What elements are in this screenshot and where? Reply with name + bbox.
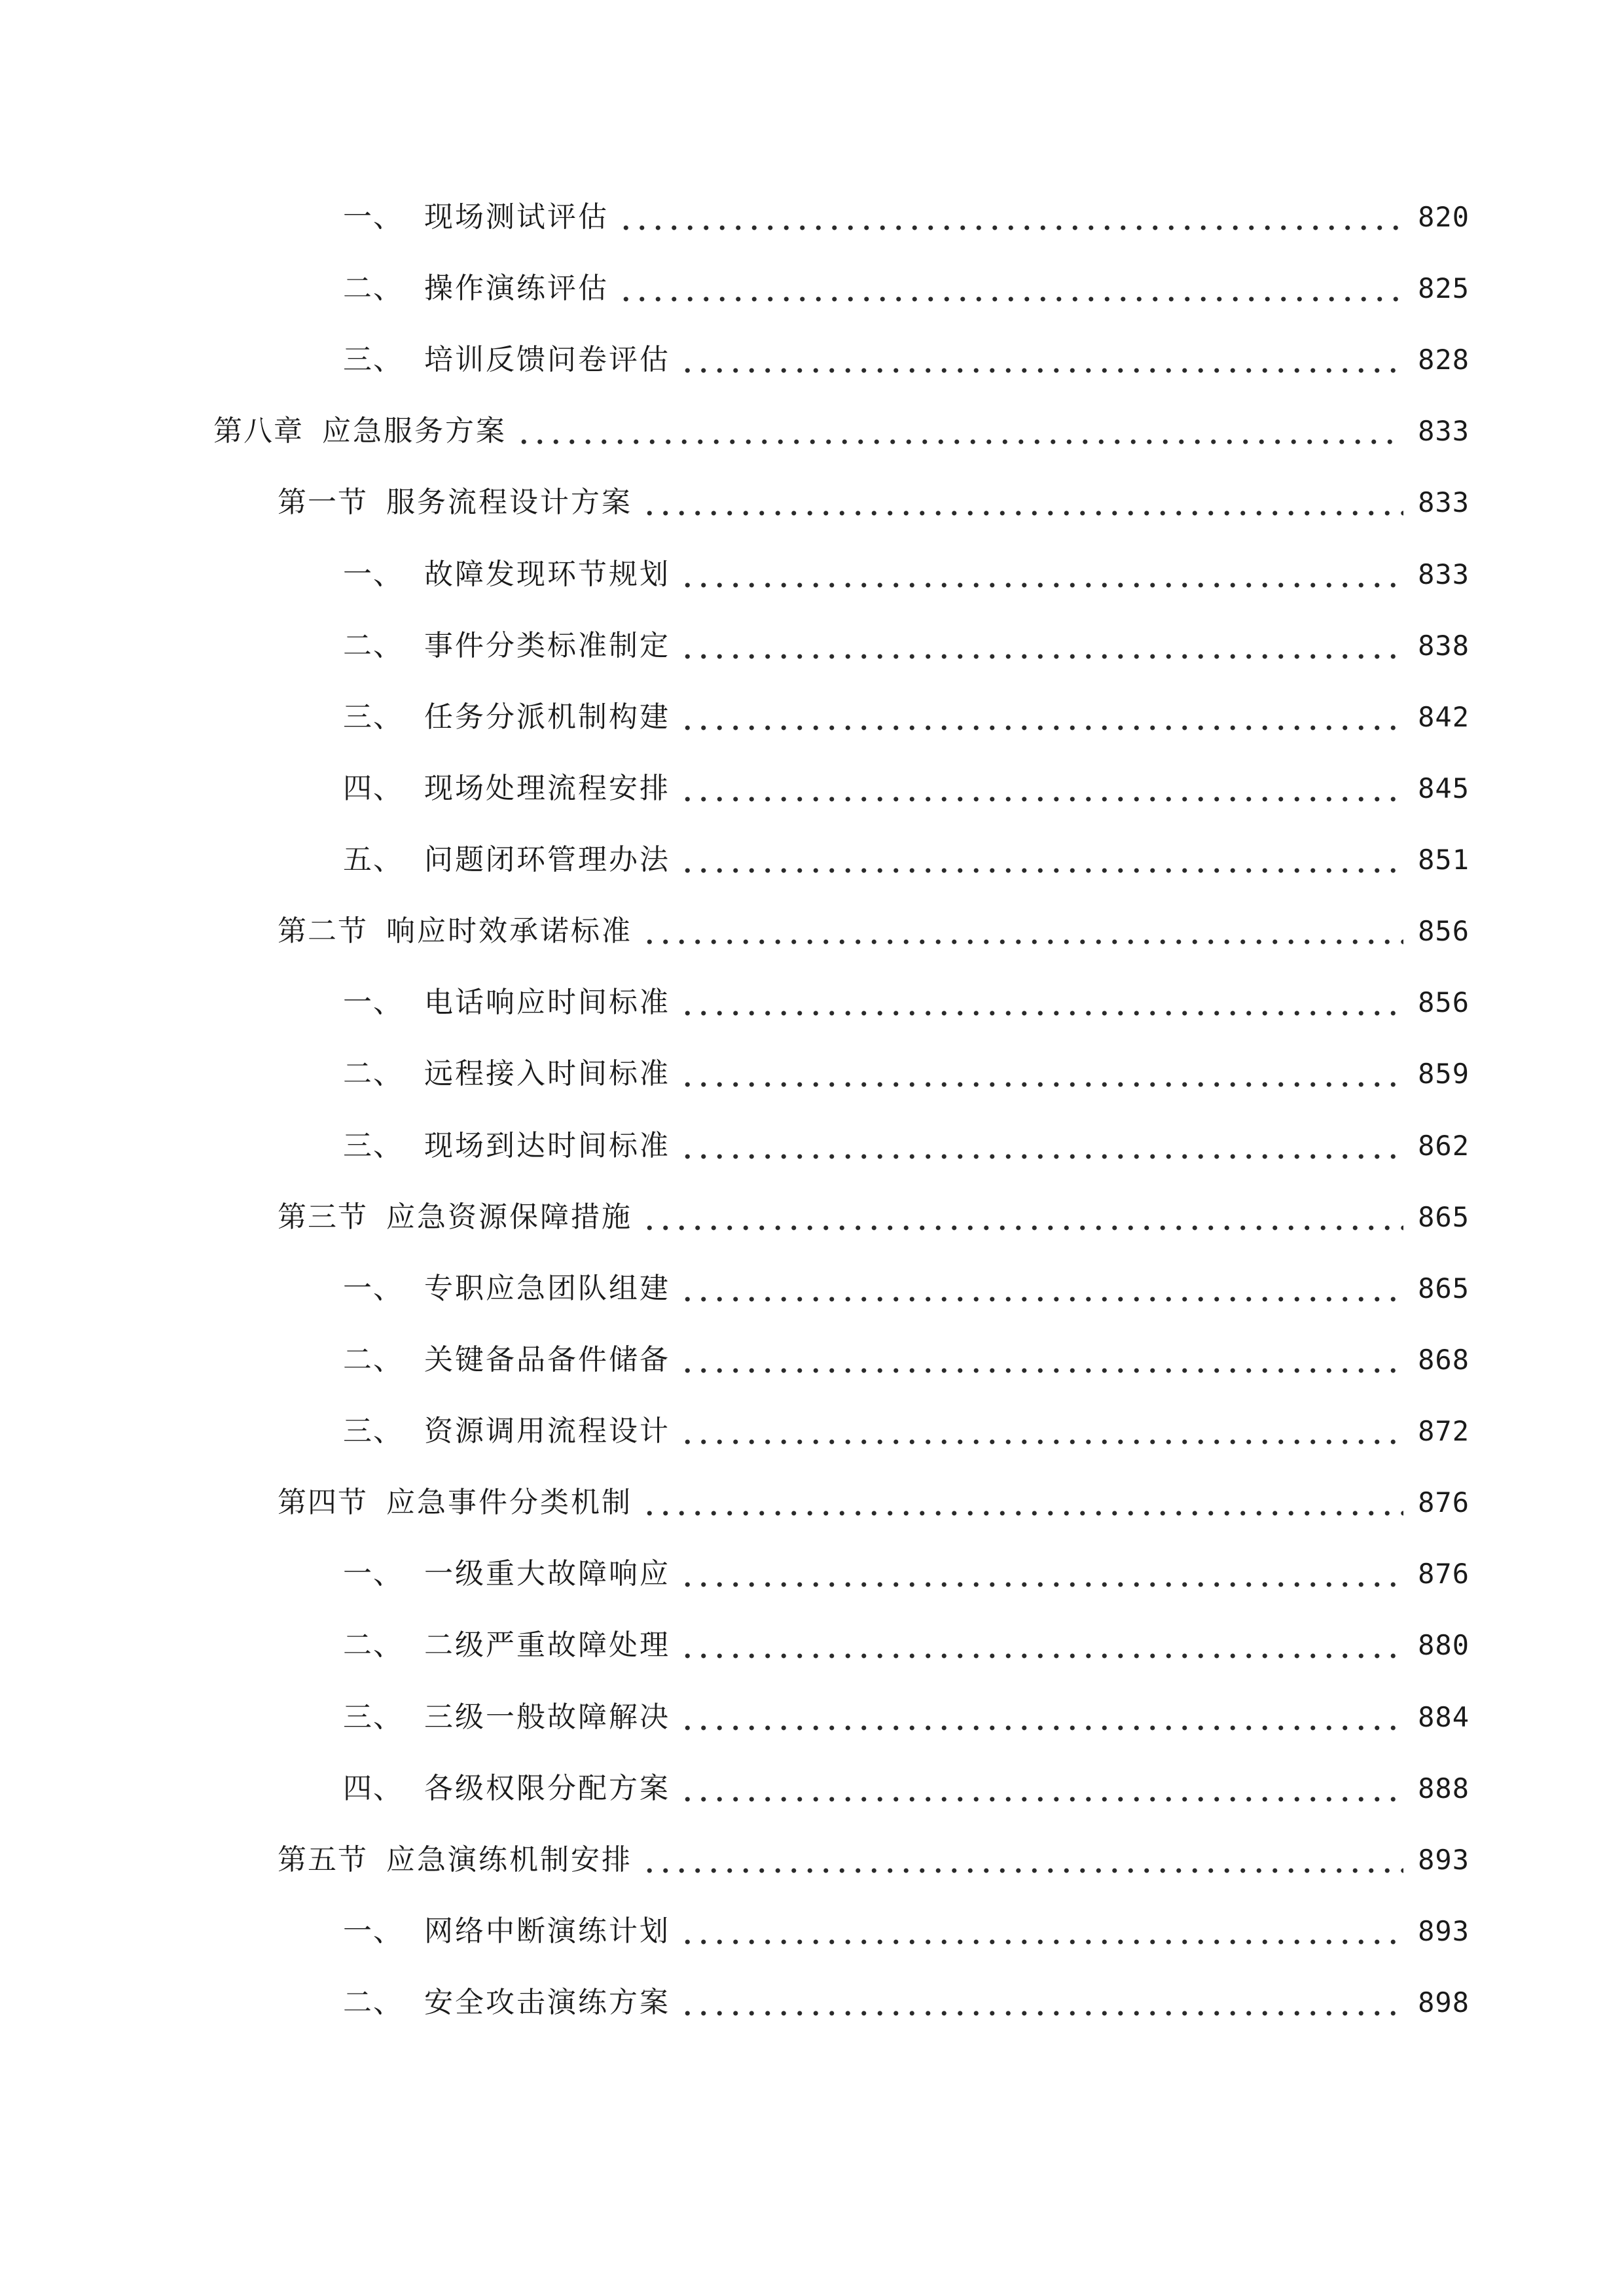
toc-entry-page-number: 856 (1418, 915, 1470, 947)
toc-entry-title: 操作演练评估 (424, 272, 609, 305)
toc-entry-page-number: 859 (1418, 1058, 1470, 1090)
toc-entry-title: 一级重大故障响应 (424, 1557, 670, 1590)
toc-entry-title: 服务流程设计方案 (386, 486, 632, 519)
dot-leader (516, 405, 1403, 457)
toc-entry-title: 现场到达时间标准 (424, 1129, 670, 1162)
toc-entry[interactable] (343, 620, 1470, 672)
toc-entry-page-number: 893 (1418, 1915, 1470, 1947)
toc-entry-page-number: 833 (1418, 486, 1470, 518)
dot-leader (641, 1834, 1403, 1886)
dot-leader (679, 1619, 1403, 1672)
toc-entry-title: 安全攻击演练方案 (424, 1986, 670, 2019)
toc-entry-number: 一、 (343, 1914, 403, 1948)
toc-entry-number: 一、 (343, 1272, 403, 1305)
toc-entry-page-number: 884 (1418, 1701, 1470, 1733)
toc-entry[interactable] (343, 977, 1470, 1029)
dot-leader (679, 1048, 1403, 1100)
toc-entry[interactable] (278, 905, 1470, 958)
toc-entry[interactable] (343, 691, 1470, 744)
toc-entry-page-number: 868 (1418, 1344, 1470, 1376)
dot-leader (679, 977, 1403, 1029)
toc-entry-number: 三、 (343, 700, 403, 734)
dot-leader (679, 1977, 1403, 2029)
toc-entry-page-number: 876 (1418, 1486, 1470, 1518)
toc-entry-number: 第三节 (278, 1200, 368, 1234)
toc-entry-page-number: 893 (1418, 1844, 1470, 1876)
toc-entry-page-number: 865 (1418, 1272, 1470, 1304)
toc-entry-title: 各级权限分配方案 (424, 1772, 670, 1805)
toc-entry-page-number: 833 (1418, 558, 1470, 590)
toc-entry-page-number: 880 (1418, 1629, 1470, 1661)
toc-entry[interactable] (343, 1977, 1470, 2029)
toc-entry-title: 事件分类标准制定 (424, 629, 670, 662)
toc-entry-title: 关键备品备件储备 (424, 1343, 670, 1376)
toc-entry[interactable] (278, 1834, 1470, 1886)
dot-leader (641, 476, 1403, 529)
toc-entry-title: 应急服务方案 (322, 414, 507, 448)
toc-entry-number: 三、 (343, 1700, 403, 1734)
toc-entry-page-number: 862 (1418, 1130, 1470, 1162)
toc-entry[interactable] (343, 1548, 1470, 1600)
toc-entry-number: 二、 (343, 1986, 403, 2019)
toc-entry-title: 应急演练机制安排 (386, 1843, 632, 1876)
toc-entry-page-number: 851 (1418, 844, 1470, 876)
toc-entry-number: 第一节 (278, 486, 368, 519)
toc-entry-title: 培训反馈问卷评估 (424, 343, 670, 376)
toc-entry[interactable] (343, 334, 1470, 386)
dot-leader (641, 1477, 1403, 1529)
toc-entry-page-number: 833 (1418, 415, 1470, 447)
dot-leader (618, 262, 1403, 315)
toc-entry-title: 现场处理流程安排 (424, 772, 670, 805)
toc-entry-title: 电话响应时间标准 (424, 986, 670, 1019)
toc-entry-number: 一、 (343, 986, 403, 1019)
toc-entry-title: 现场测试评估 (424, 200, 609, 234)
toc-entry-page-number: 820 (1418, 201, 1470, 233)
toc-entry[interactable] (343, 1120, 1470, 1172)
dot-leader (641, 905, 1403, 958)
toc-entry-page-number: 828 (1418, 344, 1470, 376)
toc-entry-number: 五、 (343, 843, 403, 876)
toc-entry-number: 第四节 (278, 1486, 368, 1519)
toc-entry-number: 二、 (343, 1057, 403, 1090)
dot-leader (679, 1120, 1403, 1172)
dot-leader (679, 548, 1403, 601)
toc-entry-number: 三、 (343, 343, 403, 376)
dot-leader (679, 691, 1403, 744)
toc-entry[interactable] (343, 1619, 1470, 1672)
toc-entry-number: 二、 (343, 629, 403, 662)
toc-entry-title: 远程接入时间标准 (424, 1057, 670, 1090)
toc-entry-number: 一、 (343, 558, 403, 591)
toc-entry[interactable] (278, 476, 1470, 529)
toc-entry-page-number: 842 (1418, 701, 1470, 733)
dot-leader (679, 1763, 1403, 1815)
dot-leader (679, 1405, 1403, 1458)
toc-entry-title: 响应时效承诺标准 (386, 914, 632, 948)
dot-leader (679, 1905, 1403, 1958)
toc-entry[interactable] (343, 1263, 1470, 1315)
toc-entry-title: 应急资源保障措施 (386, 1200, 632, 1234)
toc-entry-page-number: 898 (1418, 1986, 1470, 2018)
toc-entry-page-number: 888 (1418, 1772, 1470, 1804)
dot-leader (679, 1691, 1403, 1744)
toc-entry[interactable] (343, 1048, 1470, 1100)
toc-entry-number: 四、 (343, 1772, 403, 1805)
dot-leader (641, 1191, 1403, 1244)
toc-entry-number: 三、 (343, 1414, 403, 1448)
toc-entry-page-number: 845 (1418, 772, 1470, 804)
dot-leader (679, 620, 1403, 672)
toc-entry-number: 三、 (343, 1129, 403, 1162)
toc-entry-title: 网络中断演练计划 (424, 1914, 670, 1948)
dot-leader (618, 191, 1403, 243)
toc-entry-title: 三级一般故障解决 (424, 1700, 670, 1734)
toc-entry-number: 二、 (343, 1628, 403, 1662)
toc-entry[interactable] (343, 1405, 1470, 1458)
toc-entry[interactable] (343, 1334, 1470, 1386)
toc-entry-number: 第五节 (278, 1843, 368, 1876)
dot-leader (679, 762, 1403, 815)
toc-entry-page-number: 872 (1418, 1415, 1470, 1447)
toc-entry[interactable] (343, 1763, 1470, 1815)
dot-leader (679, 1548, 1403, 1600)
toc-entry[interactable] (343, 762, 1470, 815)
toc-entry-number: 第二节 (278, 914, 368, 948)
toc-entry[interactable] (343, 1691, 1470, 1744)
toc-entry-title: 资源调用流程设计 (424, 1414, 670, 1448)
toc-entry-title: 故障发现环节规划 (424, 558, 670, 591)
toc-entry-number: 二、 (343, 272, 403, 305)
toc-entry-title: 任务分派机制构建 (424, 700, 670, 734)
toc-entry-page-number: 838 (1418, 630, 1470, 662)
toc-entry-title: 问题闭环管理办法 (424, 843, 670, 876)
dot-leader (679, 834, 1403, 886)
toc-entry-title: 二级严重故障处理 (424, 1628, 670, 1662)
toc-entry[interactable] (343, 1905, 1470, 1958)
toc-entry-page-number: 876 (1418, 1558, 1470, 1590)
toc-entry[interactable] (213, 405, 1470, 457)
dot-leader (679, 1334, 1403, 1386)
toc-entry-number: 第八章 (213, 414, 304, 448)
toc-entry-number: 一、 (343, 1557, 403, 1590)
toc-entry-page-number: 865 (1418, 1201, 1470, 1233)
toc-entry[interactable] (343, 191, 1470, 243)
toc-entry-title: 应急事件分类机制 (386, 1486, 632, 1519)
toc-entry[interactable] (343, 548, 1470, 601)
dot-leader (679, 334, 1403, 386)
toc-entry-page-number: 825 (1418, 272, 1470, 304)
toc-entry[interactable] (278, 1477, 1470, 1529)
toc-entry-number: 四、 (343, 772, 403, 805)
dot-leader (679, 1263, 1403, 1315)
toc-entry-number: 二、 (343, 1343, 403, 1376)
toc-entry[interactable] (343, 262, 1470, 315)
toc-entry[interactable] (343, 834, 1470, 886)
toc-entry[interactable] (278, 1191, 1470, 1244)
toc-entry-number: 一、 (343, 200, 403, 234)
toc-entry-page-number: 856 (1418, 986, 1470, 1018)
toc-entry-title: 专职应急团队组建 (424, 1272, 670, 1305)
